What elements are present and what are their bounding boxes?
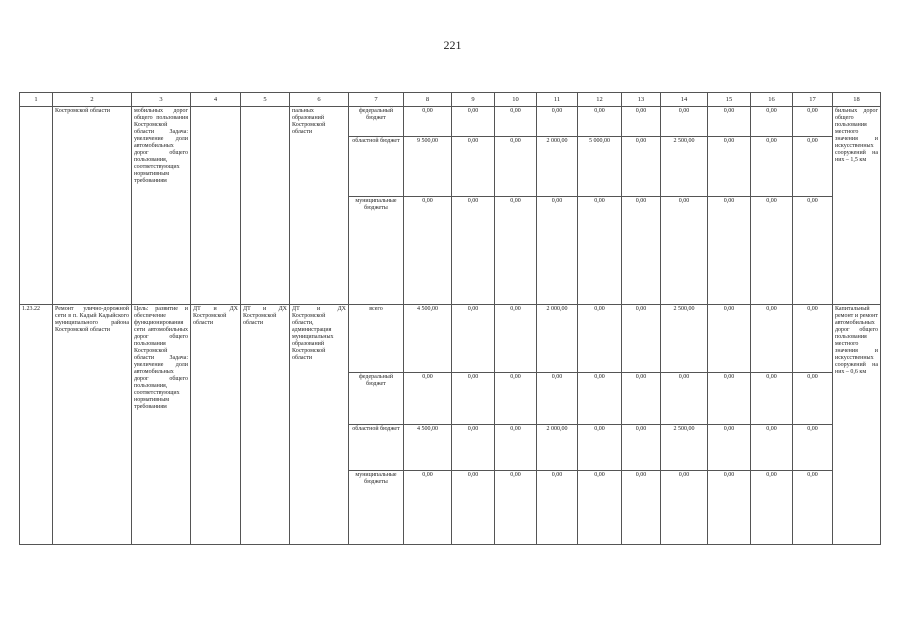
cell-amount: 0,00 — [661, 107, 708, 137]
cell-amount: 0,00 — [452, 107, 495, 137]
cell-amount: 0,00 — [452, 373, 495, 425]
cell-amount: 0,00 — [708, 107, 751, 137]
cell-amount: 0,00 — [622, 305, 661, 373]
cell-amount: 0,00 — [578, 197, 622, 305]
cell-customer: ДТ и ДХ Костромской области — [191, 305, 241, 545]
cell-amount: 0,00 — [793, 305, 833, 373]
cell-amount: 0,00 — [622, 425, 661, 471]
column-number-header: 9 — [452, 93, 495, 107]
cell-customer — [191, 107, 241, 305]
cell-amount: 0,00 — [661, 197, 708, 305]
cell-amount: 0,00 — [751, 471, 793, 545]
column-number-header: 12 — [578, 93, 622, 107]
cell-amount: 0,00 — [751, 137, 793, 197]
cell-amount: 0,00 — [495, 305, 537, 373]
column-number-header: 4 — [191, 93, 241, 107]
page-number: 221 — [443, 38, 462, 52]
cell-funding-source: всего — [349, 305, 404, 373]
cell-amount: 0,00 — [708, 305, 751, 373]
column-number-header: 17 — [793, 93, 833, 107]
cell-amount: 0,00 — [793, 471, 833, 545]
cell-amount: 0,00 — [751, 373, 793, 425]
column-number-header: 8 — [404, 93, 452, 107]
column-number-header: 11 — [537, 93, 578, 107]
column-number-header: 2 — [53, 93, 132, 107]
column-number-header: 6 — [290, 93, 349, 107]
column-number-header: 7 — [349, 93, 404, 107]
cell-goal-task: мобильных дорог общего пользования Костромской области Задача: увеличение доли автомобильных дорог общего пользования, соответствующих нормативным требованиям — [132, 107, 191, 305]
cell-amount: 4 500,00 — [404, 425, 452, 471]
cell-amount: 0,00 — [793, 425, 833, 471]
cell-amount: 0,00 — [708, 471, 751, 545]
cell-amount: 0,00 — [751, 305, 793, 373]
cell-amount: 0,00 — [578, 471, 622, 545]
cell-amount: 0,00 — [661, 471, 708, 545]
cell-amount: 0,00 — [578, 373, 622, 425]
column-number-header: 1 — [20, 93, 53, 107]
cell-coordinator: ДТ и ДХ Костромской области — [241, 305, 290, 545]
column-number-header: 14 — [661, 93, 708, 107]
cell-number — [20, 107, 53, 305]
column-number-header: 5 — [241, 93, 290, 107]
cell-funding-source: муниципальные бюджеты — [349, 471, 404, 545]
column-number-header: 3 — [132, 93, 191, 107]
cell-amount: 5 000,00 — [578, 137, 622, 197]
cell-amount: 4 500,00 — [404, 305, 452, 373]
cell-amount: 2 500,00 — [661, 305, 708, 373]
cell-amount: 9 500,00 — [404, 137, 452, 197]
cell-funding-source: федеральный бюджет — [349, 107, 404, 137]
cell-amount: 2 000,00 — [537, 425, 578, 471]
column-number-header: 16 — [751, 93, 793, 107]
cell-amount: 0,00 — [622, 471, 661, 545]
cell-amount: 0,00 — [452, 197, 495, 305]
cell-amount: 0,00 — [404, 107, 452, 137]
header-row — [20, 93, 881, 107]
cell-amount: 0,00 — [404, 373, 452, 425]
cell-goal-task: Цель: развитие и обеспечение функционирования сети автомобильных дорог общего пользования Костромской области Задача: увеличение доли автомобильных дорог общего пользования, соответствующих нормативным требованиям — [132, 305, 191, 545]
cell-amount: 0,00 — [452, 425, 495, 471]
cell-amount: 2 500,00 — [661, 425, 708, 471]
cell-amount: 0,00 — [537, 197, 578, 305]
table-row — [20, 305, 881, 373]
cell-amount: 0,00 — [404, 471, 452, 545]
cell-funding-source: областной бюджет — [349, 137, 404, 197]
cell-funding-source: федеральный бюджет — [349, 373, 404, 425]
column-number-header: 13 — [622, 93, 661, 107]
cell-amount: 0,00 — [452, 305, 495, 373]
cell-amount: 0,00 — [578, 425, 622, 471]
cell-amount: 0,00 — [578, 305, 622, 373]
cell-amount: 0,00 — [495, 197, 537, 305]
cell-executor: пальных образований Костромской области — [290, 107, 349, 305]
cell-amount: 0,00 — [578, 107, 622, 137]
cell-amount: 0,00 — [751, 197, 793, 305]
column-number-header: 15 — [708, 93, 751, 107]
cell-amount: 2 000,00 — [537, 137, 578, 197]
cell-amount: 0,00 — [751, 107, 793, 137]
cell-funding-source: областной бюджет — [349, 425, 404, 471]
cell-coordinator — [241, 107, 290, 305]
cell-amount: 0,00 — [495, 373, 537, 425]
cell-amount: 0,00 — [708, 197, 751, 305]
cell-amount: 2 500,00 — [661, 137, 708, 197]
cell-amount: 0,00 — [661, 373, 708, 425]
cell-amount: 0,00 — [793, 197, 833, 305]
cell-amount: 0,00 — [622, 197, 661, 305]
cell-amount: 0,00 — [537, 107, 578, 137]
cell-amount: 0,00 — [452, 471, 495, 545]
cell-amount: 0,00 — [708, 137, 751, 197]
cell-expected-result: Капитальный ремонт и ремонт автомобильных дорог общего пользования местного значения и искусственных сооружений на них – 0,6 км — [833, 305, 881, 545]
cell-amount: 0,00 — [708, 373, 751, 425]
cell-event-name: Костромской области — [53, 107, 132, 305]
cell-funding-source: муниципальные бюджеты — [349, 197, 404, 305]
cell-amount: 0,00 — [622, 137, 661, 197]
budget-table — [19, 92, 881, 545]
cell-number: 1.23.22 — [20, 305, 53, 545]
cell-amount: 0,00 — [793, 107, 833, 137]
cell-amount: 2 000,00 — [537, 305, 578, 373]
cell-event-name: Ремонт улично-дорожной сети в п. Кадый Кадыйского муниципального района Костромской области — [53, 305, 132, 545]
cell-expected-result: бильных дорог общего пользования местного значения и искусственных сооружений на них – 1,5 км — [833, 107, 881, 305]
cell-amount: 0,00 — [751, 425, 793, 471]
column-number-header: 18 — [833, 93, 881, 107]
cell-amount: 0,00 — [537, 373, 578, 425]
cell-amount: 0,00 — [708, 425, 751, 471]
cell-amount: 0,00 — [495, 137, 537, 197]
cell-amount: 0,00 — [495, 471, 537, 545]
cell-amount: 0,00 — [495, 425, 537, 471]
cell-amount: 0,00 — [537, 471, 578, 545]
cell-amount: 0,00 — [793, 137, 833, 197]
cell-amount: 0,00 — [793, 373, 833, 425]
cell-amount: 0,00 — [404, 197, 452, 305]
cell-amount: 0,00 — [495, 107, 537, 137]
cell-amount: 0,00 — [452, 137, 495, 197]
table-row — [20, 107, 881, 137]
cell-amount: 0,00 — [622, 107, 661, 137]
cell-amount: 0,00 — [622, 373, 661, 425]
column-number-header: 10 — [495, 93, 537, 107]
cell-executor: ДТ и ДХ Костромской области, администрация муниципальных образований Костромской области — [290, 305, 349, 545]
